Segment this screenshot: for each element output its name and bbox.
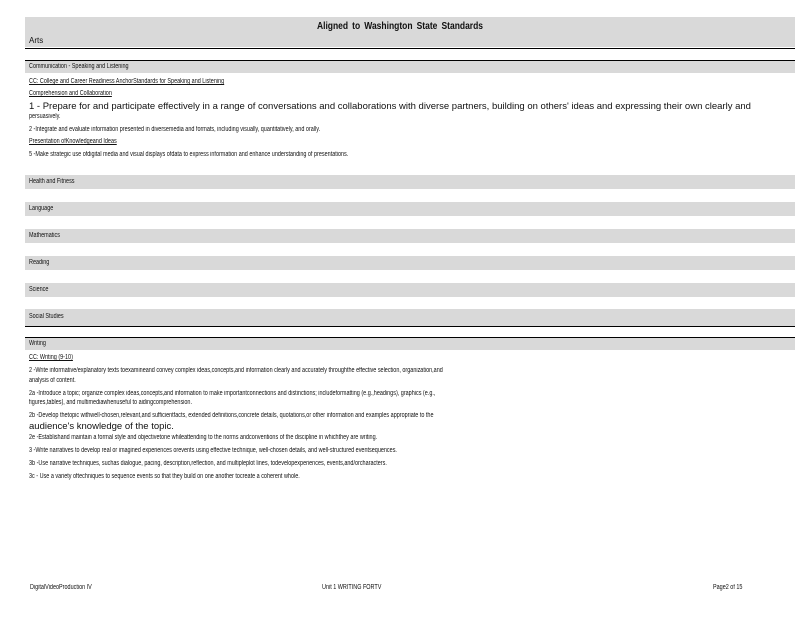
section-band <box>25 229 795 243</box>
divider <box>25 337 795 338</box>
section-writing-title: Writing <box>29 340 46 347</box>
section-science-title: Science <box>29 286 49 293</box>
standard-w-2a: 2a -Introduce a topic; organize complex ideas,concepts,and information to make importantconnections and distinctions; includeformatting (e.g.,headings), graphics (e.g., <box>29 390 436 397</box>
section-band <box>25 175 795 189</box>
cc-writing-line: CC: Writing (9-10) <box>29 354 73 361</box>
standard-w-3b: 3b -Use narrative techniques, suchas dialogue, pacing, description,reflection, and multipleplot lines, todevelopexperiences, events,and/orcharacters. <box>29 460 387 467</box>
section-health-title: Health and Fitness <box>29 178 75 185</box>
section-social-title: Social Studies <box>29 313 64 320</box>
section-reading-title: Reading <box>29 259 50 266</box>
section-band <box>25 202 795 216</box>
footer-course: DigitalVideoProduction IV <box>30 584 92 591</box>
section-band <box>25 283 795 297</box>
section-band <box>25 256 795 270</box>
standard-w-3: 3 -Write narratives to develop real or imagined experiences orevents using effective technique, well-chosen details, and well-structured eventsequences. <box>29 447 397 454</box>
standard-w-2a-cont: figures,tables), and multimediawhenuseful to aidingcomprehension. <box>29 399 192 406</box>
section-communication-title: Communication - Speaking and Listening <box>29 63 129 70</box>
section-language-title: Language <box>29 205 54 212</box>
standard-w-2b: 2b -Develop thetopic withwell-chosen,relevant,and sufficientfacts, extended definitions,concrete details, quotations,or other information and examples appropriate to the <box>29 412 434 419</box>
standard-w-2: 2 -Write informative/explanatory texts toexamineand convey complex ideas,concepts,and information clearly and accurately throughthe effective selection, organization,and <box>29 367 443 374</box>
section-band <box>25 61 795 73</box>
document-title: Aligned to Washington State Standards <box>316 21 484 32</box>
standard-w-2b-cont: audience's knowledge of the topic. <box>29 421 174 432</box>
cc-anchor-line: CC: College and Career Readiness AnchorStandards for Speaking and Listening <box>29 78 225 85</box>
section-band <box>25 309 795 326</box>
standard-w-2e: 2e -Establishand maintain a formal style and objectivetone whileattending to the norms andconventions of the discipline in whichthey are writing. <box>29 434 378 441</box>
subhead-comprehension: Comprehension and Collaboration <box>29 90 112 97</box>
section-mathematics-title: Mathematics <box>29 232 60 239</box>
standard-sl-1: 1 - Prepare for and participate effectively in a range of conversations and collaborations with diverse partners, building on others' ideas and expressing their own clearly and <box>29 101 751 112</box>
footer-page-number: Page2 of 15 <box>713 584 743 591</box>
divider <box>25 326 795 327</box>
subhead-presentation: Presentation ofKnowledgeand Ideas <box>29 138 117 145</box>
footer-unit: Unit 1 WRITING FORTV <box>322 584 382 591</box>
subject-arts: Arts <box>29 36 44 45</box>
section-band <box>25 338 795 350</box>
standard-w-3c: 3c - Use a variety oftechniques to sequence events so that they build on one another tocreate a coherent whole. <box>29 473 300 480</box>
standard-sl-1-cont: persuasively. <box>29 113 61 120</box>
divider <box>25 48 795 49</box>
standard-sl-2: 2 -Integrate and evaluate information presented in diversemedia and formats, including visually, quantitatively, and orally. <box>29 126 321 133</box>
standard-w-2-cont: analysis of content. <box>29 377 76 384</box>
standard-sl-5: 5 -Make strategic use ofdigital media and visual displays ofdata to express information and enhance understanding of presentations. <box>29 151 349 158</box>
